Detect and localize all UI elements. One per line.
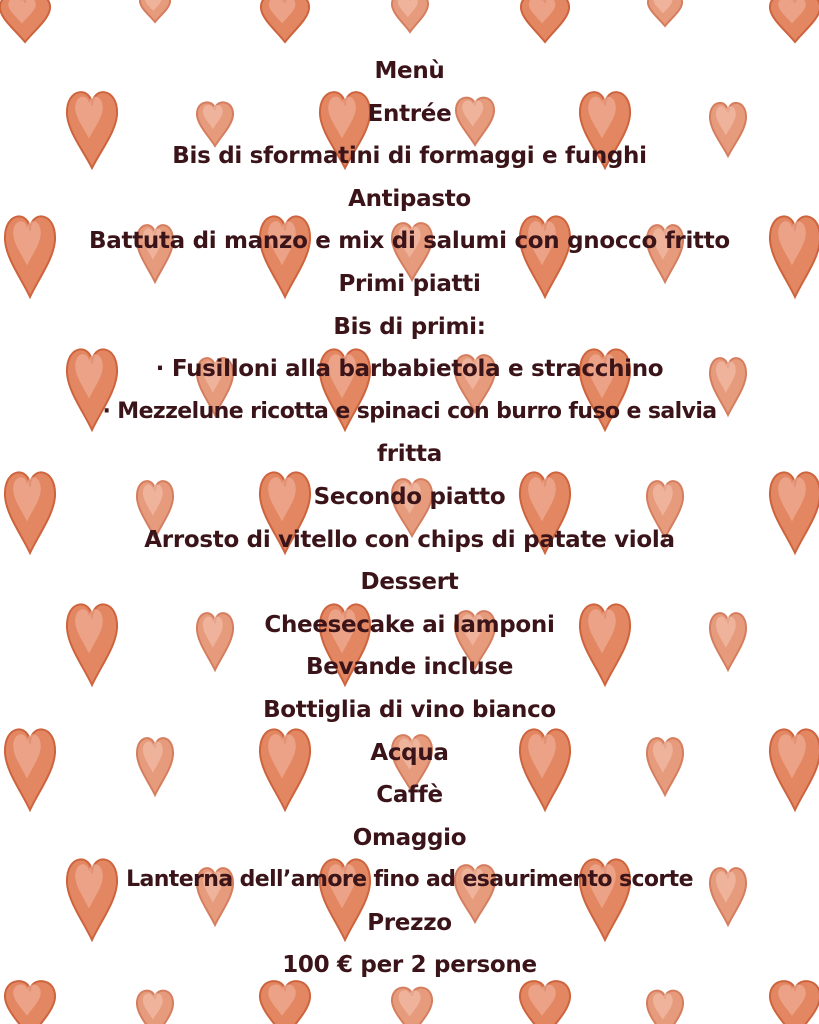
subheading-primi: Bis di primi:	[333, 313, 486, 340]
section-heading-dessert: Dessert	[360, 569, 459, 596]
menu-item-entree: Bis di sformatini di formaggi e funghi	[172, 143, 647, 170]
menu-text	[0, 50, 819, 987]
heart-icon	[647, 991, 683, 1024]
menu-item-dessert: Cheesecake ai lamponi	[264, 611, 555, 638]
section-heading-entree: Entrée	[367, 100, 452, 127]
heart-icon	[770, 981, 819, 1024]
section-heading-prezzo: Prezzo	[367, 909, 452, 936]
section-heading-bevande: Bevande incluse	[305, 654, 514, 681]
heart-icon	[392, 988, 432, 1024]
menu-item-antipasto: Battuta di manzo e mix di salumi con gnocco fritto	[89, 228, 730, 255]
menu-item-primi-2: · Mezzelune ricotta e spinaci con burro fuso e salvia	[102, 398, 717, 424]
heart-icon	[5, 981, 55, 1024]
section-heading-secondo: Secondo piatto	[313, 483, 506, 510]
menu-item-primi-1: · Fusilloni alla barbabietola e stracchino	[155, 356, 664, 383]
heart-icon	[648, 0, 682, 26]
menu-item-bevande-2: Acqua	[370, 739, 449, 766]
heart-icon	[261, 0, 309, 42]
menu-item-bevande-1: Bottiglia di vino bianco	[263, 696, 556, 723]
heart-icon	[392, 0, 428, 32]
menu-item-primi-2-continued: fritta	[377, 441, 442, 468]
section-heading-antipasto: Antipasto	[348, 185, 471, 212]
section-heading-primi: Primi piatti	[338, 270, 481, 297]
menu-item-secondo: Arrosto di vitello con chips di patate viola	[144, 526, 675, 553]
heart-icon	[520, 981, 570, 1024]
menu-title: Menù	[374, 58, 445, 84]
section-heading-omaggio: Omaggio	[352, 824, 467, 851]
heart-icon	[521, 0, 569, 42]
menu-item-omaggio: Lanterna dell’amore fino ad esaurimento scorte	[126, 867, 693, 893]
menu-item-prezzo: 100 € per 2 persone	[282, 952, 537, 979]
heart-icon	[0, 0, 50, 42]
heart-icon	[137, 991, 173, 1024]
heart-icon	[260, 981, 310, 1024]
menu-item-bevande-3: Caffè	[376, 782, 443, 809]
heart-icon	[770, 0, 819, 42]
heart-icon	[140, 0, 170, 22]
